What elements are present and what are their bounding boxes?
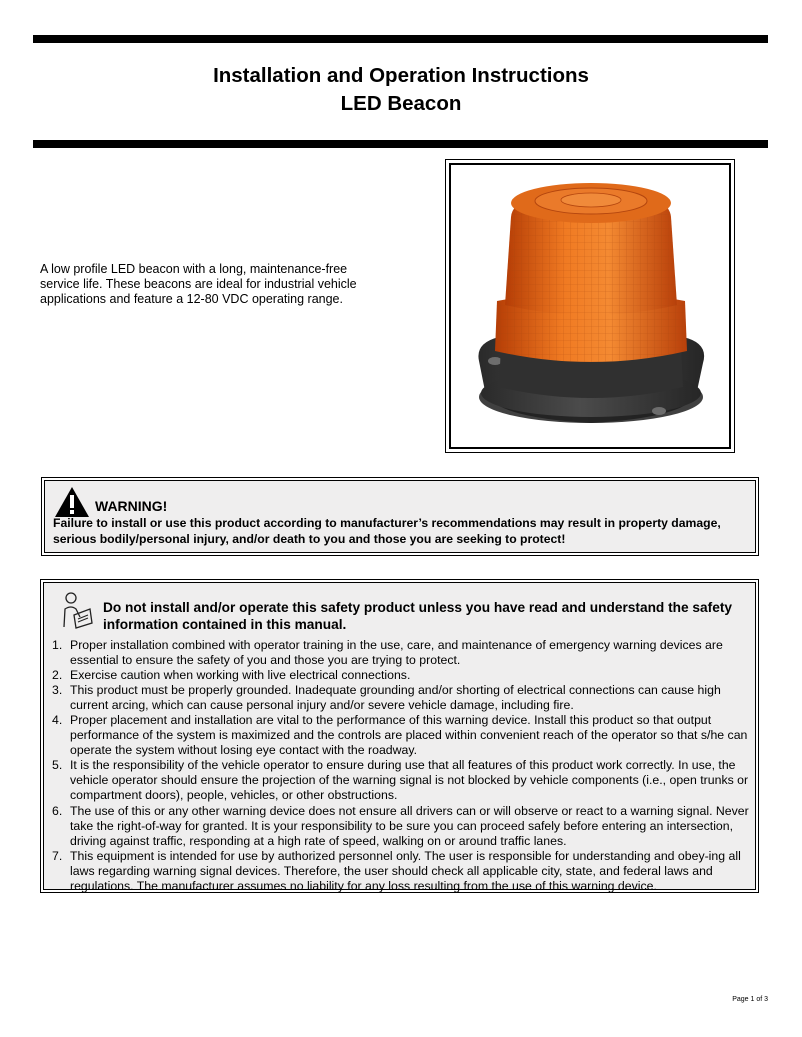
safety-box	[40, 579, 759, 893]
list-item	[50, 758, 751, 803]
beacon-photo	[449, 163, 731, 449]
beacon-photo-icon	[451, 165, 731, 449]
safety-heading: Do not install and/or operate this safety product unless you have read and understand the safety information contained in this manual.	[103, 600, 732, 632]
list-item-text: This product must be properly grounded. Inadequate grounding and/or shorting of electrical connections can cause high current arcing, which can cause personal injury and/or severe vehicle damage, including fire.	[70, 683, 721, 713]
list-item	[50, 849, 751, 894]
list-item	[50, 668, 751, 683]
warning-triangle-icon	[54, 486, 90, 518]
page-title: Installation and Operation Instructions	[213, 64, 589, 87]
list-item-text: Proper placement and installation are vital to the performance of this warning device. Install this product so that output performance of the system is maximized and the controls are placed within convenient reach of the operator so that s/he can operate the system without losing eye contact with the roadway.	[70, 713, 748, 758]
list-item-text: The use of this or any other warning device does not ensure all drivers can or will observe or react to a warning signal. Never take the right-of-way for granted. It is your responsibility to be sure you can proceed safely before entering an intersection, driving against traffic, responding at a high rate of speed, walking on or around traffic lanes.	[70, 803, 749, 848]
list-item	[50, 638, 751, 668]
list-item-text: Exercise caution when working with live electrical connections.	[70, 668, 411, 683]
list-item-number: 1.	[52, 638, 63, 652]
warning-text: Failure to install or use this product according to manufacturer’s recommendations may result in property damage, serious bodily/personal injury, and/or death to you and those you are seeking to protect!	[53, 516, 721, 546]
list-item-text: It is the responsibility of the vehicle operator to ensure during use that all features of this product work correctly. In use, the vehicle operator should ensure the projection of the warning signal is not blocked by vehicle components (i.e., open trunks or compartment doors), people, vehicles, or other obstructions.	[70, 758, 749, 803]
warning-title: WARNING!	[95, 498, 168, 514]
list-item-number: 3.	[52, 683, 63, 698]
list-item-text: This equipment is intended for use by authorized personnel only. The user is responsible for understanding and obey-ing all laws regarding warning signal devices. Therefore, the user should check all applicable city, state, and federal laws and regulations. The manufacturer assumes no liability for any loss resulting from the use of this warning device.	[70, 848, 741, 893]
product-photo-frame	[445, 159, 735, 453]
list-item-number: 4.	[52, 713, 63, 728]
safety-box-inner	[43, 582, 756, 893]
read-manual-icon	[60, 591, 94, 629]
list-item-number: 6.	[52, 803, 63, 818]
list-item-number: 5.	[52, 758, 63, 773]
page-number: Page 1 of 3	[732, 996, 768, 1003]
list-item	[50, 713, 751, 758]
warning-box-inner	[44, 480, 756, 553]
list-item-number: 7.	[52, 848, 63, 863]
list-item-text: Proper installation combined with operator training in the use, care, and maintenance of emergency warning devices are essential to ensure the safety of you and those you are trying to protect.	[70, 638, 723, 668]
product-description: A low profile LED beacon with a long, maintenance-free service life. These beacons are ideal for industrial vehicle applications and feature a 12-80 VDC operating range.	[40, 262, 357, 306]
header-bottom-rule	[33, 140, 768, 148]
list-item	[50, 804, 751, 849]
page-subtitle: LED Beacon	[340, 92, 462, 115]
safety-list	[50, 638, 751, 894]
list-item	[50, 683, 751, 713]
list-item-number: 2.	[52, 668, 63, 683]
top-rule	[33, 35, 768, 43]
warning-box	[41, 477, 759, 556]
